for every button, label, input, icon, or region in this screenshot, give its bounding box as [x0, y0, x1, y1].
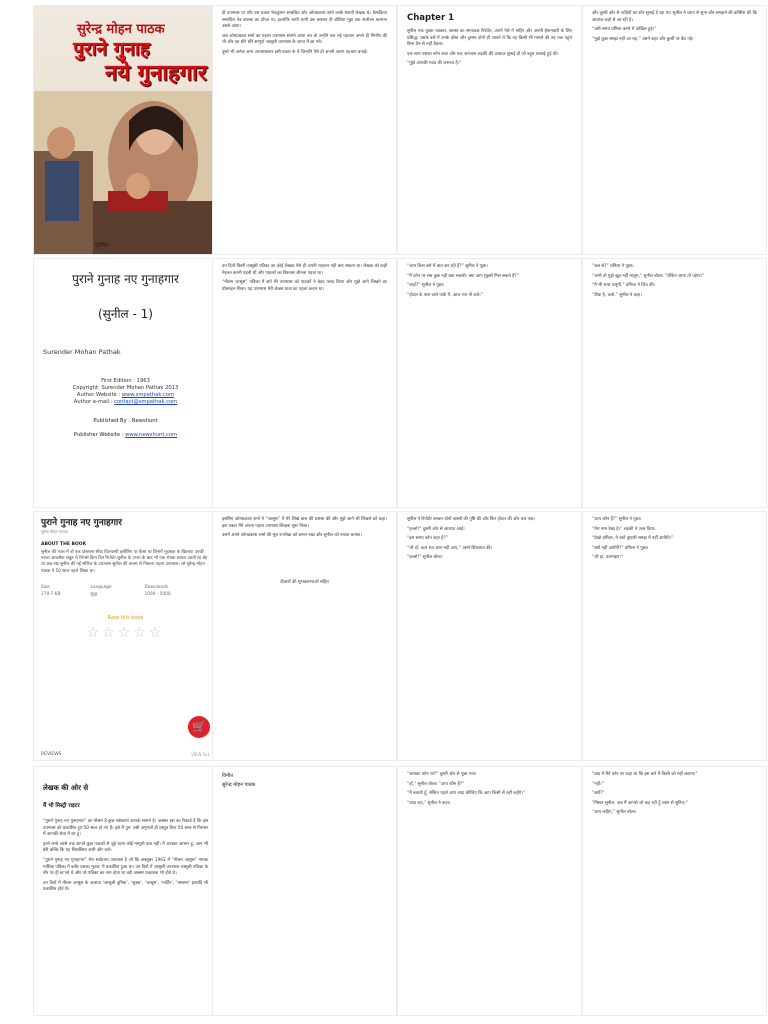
first-edition: First Edition : 1963 — [101, 378, 150, 384]
text-page[interactable] — [212, 258, 397, 508]
paragraph: “देखो प्रमिला, ये बातें तुम्हारी समझ में नहीं आयेंगी।” — [592, 536, 674, 542]
view-all-link[interactable]: VIEW ALL — [191, 752, 210, 757]
paragraph: “क्यों नहीं आयेंगी?” प्रमिला ने पूछा। — [592, 545, 649, 551]
paragraph: एक शाम उसका फोन बजा और एक अनजान लड़की की आवाज़ सुनाई दी जो बहुत घबराई हुई थी। — [407, 51, 559, 57]
closing-line: दीवानों की शुभकामनाओं सहित — [280, 579, 329, 585]
stat-label-downloads: Downloads — [144, 584, 169, 590]
text-page[interactable] — [212, 511, 397, 761]
cover-author: सुरेन्द्र मोहन पाठक — [77, 22, 165, 37]
publisher-website-link[interactable]: www.newshunt.com — [125, 432, 178, 438]
author-note-heading: लेखक की ओर से — [43, 784, 89, 792]
edition-info — [43, 378, 208, 406]
cover-series-mark: सुनील — [95, 242, 109, 249]
signoff-page[interactable] — [212, 766, 397, 1016]
paragraph: दूसरे भी अनेक अन्य उपन्यासकार इसी प्रकार के थे जिन्होंने ऐसे ही अपनी अलग पहचान बनाई। — [222, 49, 368, 55]
text-page[interactable] — [212, 5, 397, 255]
chapter-heading: Chapter 1 — [407, 13, 455, 23]
text-page[interactable] — [582, 511, 767, 761]
paragraph: “पुराने गुनाह नए गुनाहगार” मेरा सर्वप्रथम उपन्यास है जो कि अक्तूबर 1963 में “नीलम जासूस” नामक मासिक पत्रिका में बतौर उसका मूलत: में प्रकाशित हुआ था। उन दिनों में जासूसी उपन्यास जासूसी पत्रिका के तौर पर ही छ:पते थे और जो पत्रिका का नाम होता था वही अक्सर प्रकाशक भी होते थे। — [43, 857, 210, 877]
rate-label: Rate this book — [107, 614, 144, 621]
cover-title-line1: पुराने गुनाह — [73, 38, 150, 60]
book-detail-card[interactable] — [33, 511, 218, 761]
chapter-page[interactable] — [397, 5, 582, 255]
paragraph: “उसी समय प्रमिला कमरे में दाखिल हुई।” — [592, 27, 657, 33]
paragraph: “पुराने गुनाह नए गुनाहगार” का मौसम है-कुछ संस्करण आपके सामने है। अक्सर इस का रिकार्ड है कि इस उपन्यास को प्रकाशित हुए 50 साल हो गए हैं। इसे मैं पुन: उसी अनुभवों ही प्रस्तुत किए 50 साल से निरन्तर मैं आपकी सेवा में रत हूं। — [43, 819, 210, 838]
author-note-subheading: मैं भी मिस्ट्री राइटर — [43, 803, 80, 809]
stat-size: 279.7 KB — [41, 592, 61, 598]
app-book-title: पुराने गुनाह नए गुनाहगार — [41, 518, 122, 528]
paragraph: “क्यों?” — [592, 791, 605, 797]
cover-illustration — [33, 91, 218, 255]
text-page[interactable] — [397, 511, 582, 761]
stat-language: हिंदी — [90, 592, 98, 598]
text-page[interactable] — [582, 766, 767, 1016]
paragraph: “होटल के पास वाले पार्क में, आज रात नौ बजे।” — [407, 292, 483, 298]
cover-title-line2: नये गुनाहगार — [105, 61, 207, 86]
paragraph: “मुझे आपकी मदद की ज़रूरत है।” — [407, 61, 462, 67]
paragraph: “नीलम जासूस” पत्रिका में छपे मेरे उपन्यास को पाठकों ने बेहद पसंद किया और मुझे आगे लिखने का प्रोत्साहन मिला। यह उपन्यास मेरी लेखन यात्रा का पहला कदम था। — [222, 280, 389, 292]
paragraph: इसलिए ओमप्रकाश शर्मा ने “जासूस” में मेरे लिखे बाल की प्रशंसा की और मुझे आगे भी लिखने को कहा। इस प्रकार मैंने अपना पहला उपन्यास लिखना शुरू किया। — [222, 517, 389, 529]
star-icon[interactable]: ☆ — [133, 624, 149, 641]
paragraph: “आप कौन हैं?” सुनील ने पूछा। — [592, 517, 642, 522]
paragraph: “आपका फोन था?” दूसरी ओर से पूछा गया। — [407, 772, 477, 777]
book-title: पुराने गुनाह नए गुनाहगार — [72, 272, 179, 286]
paragraph: “मैं बताती हूँ, लेकिन पहले आप वादा कीजिए कि आप किसी से नहीं कहेंगे।” — [407, 791, 526, 797]
author-email-label: Author e-mail : — [73, 399, 115, 405]
paragraph: “बाद में मैंने फोन पर कहा था कि इस बारे में किसी को नहीं बताना।” — [592, 772, 698, 777]
paragraph: “ठीक है, चलो,” सुनील ने कहा। — [592, 292, 642, 298]
author-note-page[interactable] — [33, 766, 218, 1016]
paragraph: “मुझे कुछ समझ नहीं आ रहा,” उसने कहा और कुर्सी पर बैठ गई। — [592, 36, 694, 42]
app-author: सुरेन्द्र मोहन पाठक — [41, 529, 68, 534]
book-stats — [41, 584, 211, 599]
author-email-row — [43, 399, 208, 406]
series-label: (सुनील - 1) — [98, 307, 153, 321]
paragraph: उसमें अपने ओमप्रकाश शर्मा की मूल रूपरेखा को बनाए रखा और सुनील को नायक बनाया। — [222, 533, 362, 539]
title-page[interactable] — [33, 258, 218, 508]
author-name: Surender Mohan Pathak — [43, 348, 121, 356]
paragraph: “कहाँ?” सुनील ने पूछा। — [407, 283, 445, 289]
paragraph: “कब से?” प्रमिला ने पूछा। — [592, 264, 634, 269]
paragraph: उन दिनों किसी जासूसी पत्रिका का कोई लेखक ऐसे ही अपनी पहचान नहीं बना सकता था। लेखक को कड़ी मेहनत करनी पड़ती थी और पाठकों का विश्वास जीतना पड़ता था। — [222, 264, 389, 276]
author-website-link[interactable]: www.smpathak.com — [121, 392, 175, 398]
cart-icon[interactable]: 🛒 — [188, 716, 210, 738]
text-page[interactable] — [397, 766, 582, 1016]
paragraph: “हल्लो!” दूसरी ओर से आवाज़ आई। — [407, 526, 465, 532]
paragraph: “जी हाँ, कल रात आप नहीं आए,” उसने शिकायत की। — [407, 545, 493, 551]
paragraph: “आप कहिए,” सुनील बोला। — [592, 810, 637, 816]
paragraph: “मैं भी साथ चलूंगी,” प्रमिला ने ज़िद की। — [592, 283, 656, 289]
signoff-line: विनीत — [222, 773, 233, 779]
stat-label-language: Language — [90, 584, 112, 590]
copyright: Copyright: Surender Mohan Pathak 2013 — [72, 385, 179, 391]
stat-label-size: Size — [41, 584, 50, 590]
paragraph: “हाँ,” सुनील बोला। “आप कौन हैं?” — [407, 781, 465, 787]
signoff-author: सुरेन्द्र मोहन पाठक — [222, 782, 256, 788]
publisher-website-row — [43, 432, 208, 438]
author-website-label: Author Website : — [76, 392, 122, 398]
paragraph: और दूसरी ओर से गाड़ियों का शोर सुनाई दे रहा था। सुनील ने ध्यान से सुना और समझने की कोशिश की कि आवाज़ कहाँ से आ रही है। — [592, 11, 759, 23]
paragraph: “अभी तो मुझे खुद नहीं मालूम,” सुनील बोला। “लेकिन जाना तो पड़ेगा।” — [592, 273, 705, 279]
paragraph: “मैं फोन पर सब कुछ नहीं बता सकती। क्या आप मुझसे मिल सकते हैं?” — [407, 273, 519, 279]
paragraph: “जी हां, फ़रमाइए।” — [592, 555, 624, 561]
paragraph: “हल्लो!” सुनील बोला। — [407, 555, 443, 561]
star-icon[interactable]: ☆ — [148, 624, 165, 641]
paragraph: “वादा रहा,” सुनील ने कहा। — [407, 800, 451, 806]
star-icon[interactable]: ☆ — [102, 624, 118, 641]
paragraph: उन दिनों में नीलम जासूस के अलावा ‘जासूसी दुनिया’, ‘शुक्ल’, ‘जासूस’, ‘मार्टिन’, ‘मस्ताना’ इत्यादि भी प्रकाशित होते थे। — [43, 880, 210, 893]
text-page[interactable] — [582, 5, 767, 255]
text-page[interactable] — [397, 258, 582, 508]
paragraph: इतने लम्बे अरसे तक आपने कुछ पाठकों से जुड़े रहना कोई मामूली बात नहीं। मैं आपका आभार हूं, आप भी बेरी बल्कि कि यह सिलसिला अभी और चले। — [43, 841, 210, 854]
paragraph: “आप किस बारे में बात कर रही हैं?” सुनील ने पूछा। — [407, 264, 488, 269]
author-email-link[interactable]: contact@smpathak.com — [114, 399, 178, 405]
reviews-label: REVIEWS — [41, 752, 62, 757]
star-icon[interactable]: ☆ — [86, 624, 103, 641]
published-by: Published By : Newshunt — [93, 418, 158, 424]
about-label: ABOUT THE BOOK — [41, 542, 87, 547]
paragraph: “मिस्टर सुनील, अब मैं आपसे जो कह रही हूँ ध्यान से सुनिए।” — [592, 800, 688, 806]
paragraph: सुनील एक युवक पत्रकार, ब्लास्ट का सम्पादक रिपोर्टर, अपने पेशे में माहिर और अपनी ईमानदारी के लिए प्रसिद्ध। उसके बारे में उनके दोस्त और दुश्मन दोनों ही जानते थे कि वह किसी भी मामले की तह तक पहुंचे बिना चैन से नहीं बैठता। — [407, 29, 574, 48]
star-icon[interactable]: ☆ — [117, 624, 134, 641]
stat-downloads: 1000 - 5000 — [144, 592, 171, 598]
paragraph: सुनील ने रिपोर्टर बनकर दोनों वाक्यों की पुष्टि की और फिर होटल की ओर चल पड़ा। — [407, 517, 536, 522]
paragraph: जब ओमप्रकाश शर्मा का पहला उपन्यास सामने आया तब तो उन्होंने एक नई पहचान अपने ही निर्माण की थी और वह धीरे धीरे सम्पूर्ण जासूसी उपन्यास के जगत में छा गये। — [222, 33, 389, 46]
book-cover[interactable] — [33, 5, 218, 255]
paragraph: “नहीं।” — [592, 781, 604, 787]
text-page[interactable] — [582, 258, 767, 508]
author-website-row — [43, 392, 208, 399]
paragraph: ही उपन्यास था और उस प्रकार भेदक़ुमार सम्बंधित और ओमप्रकाश शर्मा उनके स्थायी लेखक थे। वैसाकिया सम्बंधित नेत्र बालक का दोंगत था, हालांकि कभी कभी उस बरसात ही बोलिया मुझ तक संजीवन कल्पना उससे आया। — [222, 11, 389, 30]
book-description: सुनील की नज़र में वो एक दोस्ताना सौदा दिलचस्पी इसीलिए था कैसा था जिसमें मुहब्बत के खिलाफ उपकी परका आकर्षक सबूत थे जिनसे किन दिन रिपोर्टर सुनील के उभरा के बाद भी एक रोचक सवाल उठती रह बेह था अब रख सुनील की नई सीरीज के उपन्यास सुनील की कलम से निकला पहला उपन्यास। जो सुरेन्द्र मोहन पाठक ने 50 साल पहले लिखा था। — [41, 550, 208, 574]
paragraph: “इस समय कोन कहा है?” — [407, 536, 448, 542]
paragraph: “मेरा नाम रेखा है।” लड़की ने उत्तर दिया। — [592, 526, 656, 532]
star-rating[interactable] — [33, 625, 218, 641]
publisher-website-label: Publisher Website : — [73, 432, 126, 438]
